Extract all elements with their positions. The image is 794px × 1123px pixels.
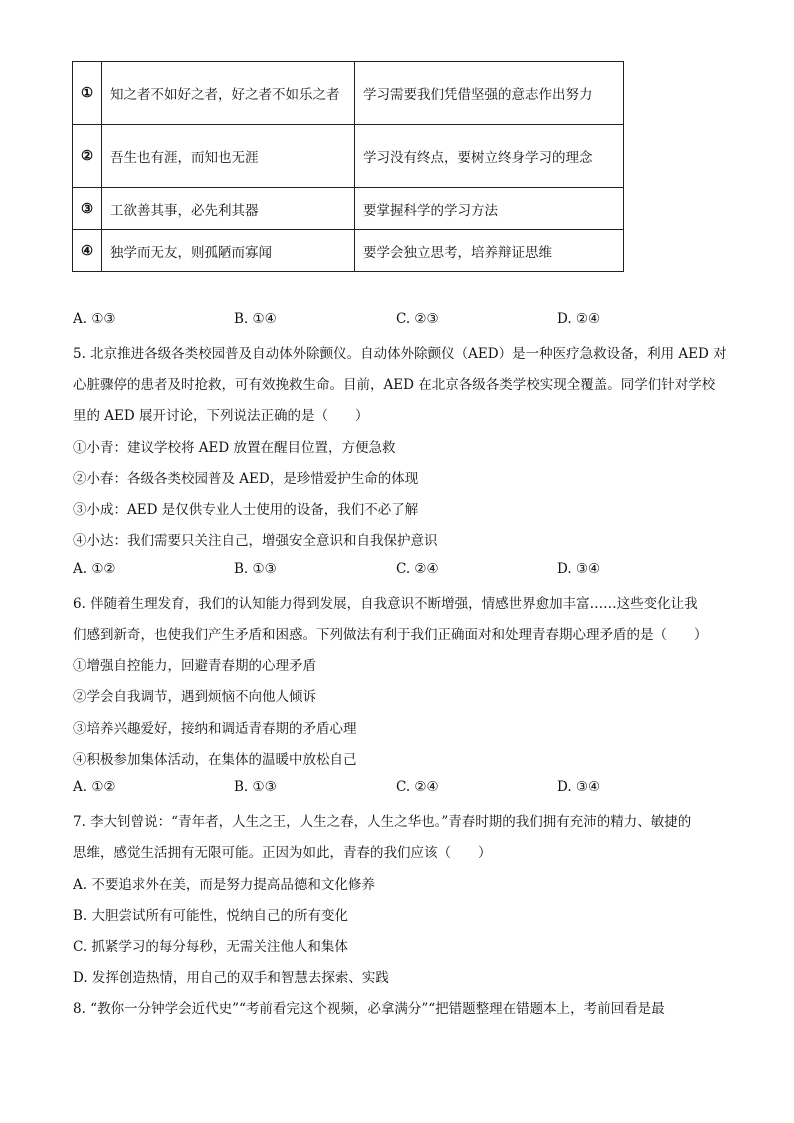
- row-number: ②: [73, 125, 102, 188]
- q5-statement: ④小达：我们需要只关注自己，增强安全意识和自我保护意识: [73, 533, 438, 549]
- q7-choice-b: B. 大胆尝试所有可能性，悦纳自己的所有变化: [73, 908, 349, 924]
- q6-stem-line: 6. 伴随着生理发育，我们的认知能力得到发展，自我意识不断增强，情感世界愈加丰富……这些变化让我: [73, 596, 698, 612]
- q6-statement: ①增强自控能力，回避青春期的心理矛盾: [73, 658, 316, 674]
- row-number: ④: [73, 230, 102, 272]
- q4-option-c: C. ②③: [396, 311, 439, 327]
- table-row: [73, 188, 624, 230]
- q6-statement: ④积极参加集体活动，在集体的温暖中放松自己: [73, 752, 357, 768]
- q6-statement: ③培养兴趣爱好，接纳和调适青春期的矛盾心理: [73, 721, 357, 737]
- q5-stem-line: 5. 北京推进各级各类校园普及自动体外除颤仪。自动体外除颤仪（AED）是一种医疗急救设备，利用 AED 对: [73, 346, 727, 362]
- meaning-cell: 学习没有终点，要树立终身学习的理念: [355, 125, 624, 188]
- q5-stem-line: 里的 AED 展开讨论，下列说法正确的是（ ）: [73, 408, 369, 424]
- meaning-cell: 要掌握科学的学习方法: [355, 188, 624, 230]
- quote-cell: 吾生也有涯，而知也无涯: [102, 125, 355, 188]
- q5-statement: ②小春：各级各类校园普及 AED，是珍惜爱护生命的体现: [73, 471, 419, 487]
- q6-statement: ②学会自我调节，遇到烦恼不向他人倾诉: [73, 689, 316, 705]
- q5-option-d: D. ③④: [557, 561, 601, 577]
- q7-stem-line: 思维，感觉生活拥有无限可能。正因为如此，青春的我们应该（ ）: [73, 845, 492, 861]
- quote-cell: 知之者不如好之者，好之者不如乐之者: [102, 62, 355, 125]
- q7-choice-d: D. 发挥创造热情，用自己的双手和智慧去探索、实践: [73, 970, 389, 986]
- row-number: ①: [73, 62, 102, 125]
- meaning-cell: 要学会独立思考，培养辩证思维: [355, 230, 624, 272]
- quote-cell: 工欲善其事，必先利其器: [102, 188, 355, 230]
- q7-choice-c: C. 抓紧学习的每分每秒，无需关注他人和集体: [73, 939, 348, 955]
- q7-choice-a: A. 不要追求外在美，而是努力提高品德和文化修养: [73, 877, 375, 893]
- q5-stem-line: 心脏骤停的患者及时抢救，可有效挽救生命。目前，AED 在北京各级各类学校实现全覆盖。同学们针对学校: [73, 377, 716, 393]
- q4-option-d: D. ②④: [557, 311, 601, 327]
- q6-option-b: B. ①③: [234, 779, 277, 795]
- q8-stem-line: 8. “教你一分钟学会近代史”“考前看完这个视频，必拿满分”“把错题整理在错题本上，考前回看是最: [73, 1001, 665, 1017]
- quote-cell: 独学而无友，则孤陋而寡闻: [102, 230, 355, 272]
- q6-stem-line: 们感到新奇，也使我们产生矛盾和困惑。下列做法有利于我们正确面对和处理青春期心理矛盾的是（ ）: [73, 627, 708, 643]
- q5-option-c: C. ②④: [396, 561, 439, 577]
- quote-table: [72, 61, 624, 272]
- table-row: [73, 62, 624, 125]
- table-row: [73, 230, 624, 272]
- q4-option-b: B. ①④: [234, 311, 277, 327]
- q6-option-d: D. ③④: [557, 779, 601, 795]
- q5-option-b: B. ①③: [234, 561, 277, 577]
- table-row: [73, 125, 624, 188]
- q7-stem-line: 7. 李大钊曾说：“青年者，人生之王，人生之春，人生之华也。”青春时期的我们拥有充沛的精力、敏捷的: [73, 814, 692, 830]
- meaning-cell: 学习需要我们凭借坚强的意志作出努力: [355, 62, 624, 125]
- q4-option-a: A. ①③: [73, 311, 116, 327]
- q6-option-c: C. ②④: [396, 779, 439, 795]
- q5-option-a: A. ①②: [73, 561, 116, 577]
- q6-option-a: A. ①②: [73, 779, 116, 795]
- row-number: ③: [73, 188, 102, 230]
- q5-statement: ①小青：建议学校将 AED 放置在醒目位置，方便急救: [73, 440, 396, 456]
- q5-statement: ③小成：AED 是仅供专业人士使用的设备，我们不必了解: [73, 502, 419, 518]
